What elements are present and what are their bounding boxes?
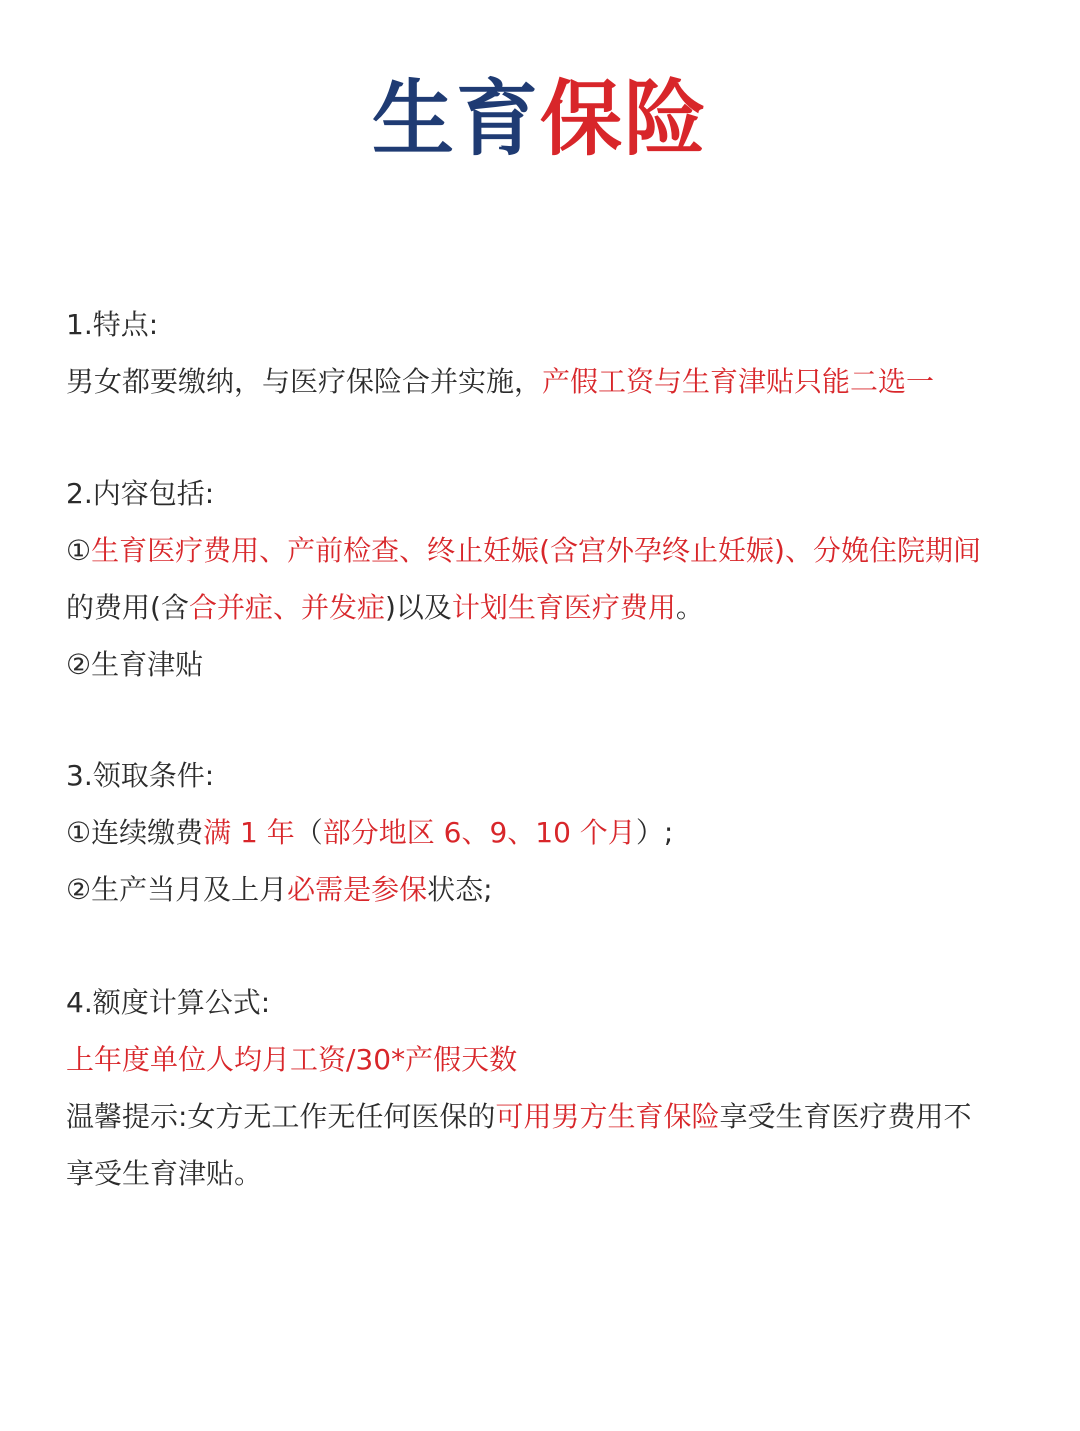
section-4-tip-line-2: 享受生育津贴。: [66, 1157, 263, 1190]
section-2-item-1-mark: ①: [66, 534, 92, 567]
page-title: [0, 70, 1080, 170]
section-2-cont-highlight-2: 计划生育医疗费用: [451, 591, 676, 624]
title-part-1: 生育: [371, 72, 540, 167]
section-1-text: [66, 362, 934, 402]
section-3-item-1-highlight-1: 满 1 年: [203, 816, 295, 849]
section-4-tip-normal-1: 温馨提示:女方无工作无任何医保的: [66, 1100, 496, 1133]
section-4-tip: [66, 1097, 971, 1137]
section-3-item-1-paren-close: ）;: [635, 816, 674, 849]
section-3-item-1-paren-open: （: [294, 816, 323, 849]
section-1-text-highlight: 产假工资与生育津贴只能二选一: [542, 365, 935, 398]
section-1-heading: 1.特点:: [66, 308, 159, 341]
section-3-item-1: [66, 813, 673, 853]
section-2-cont-normal-2: )以及: [384, 591, 452, 624]
section-2-item-1-continued: [66, 588, 704, 628]
section-2-cont-highlight-1: 合并症、并发症: [188, 591, 385, 624]
section-2-heading: 2.内容包括:: [66, 477, 215, 510]
section-3-item-2: [66, 870, 493, 910]
section-2-item-1-highlight: 生育医疗费用、产前检查、终止妊娠(含宫外孕终止妊娠)、分娩住院期间: [91, 534, 981, 567]
section-4-tip-highlight: 可用男方生育保险: [495, 1100, 720, 1133]
section-3-item-2-end: 状态;: [427, 873, 493, 906]
section-3-item-2-normal: ②生产当月及上月: [66, 873, 288, 906]
section-3-item-1-normal: ①连续缴费: [66, 816, 204, 849]
section-3-item-2-highlight: 必需是参保: [287, 873, 428, 906]
section-2-cont-normal-1: 的费用(含: [66, 591, 189, 624]
section-1-text-normal: 男女都要缴纳，与医疗保险合并实施，: [66, 365, 543, 398]
section-2-item-2: ②生育津贴: [66, 648, 204, 681]
section-2-cont-end: 。: [675, 591, 704, 624]
section-4-tip-normal-2: 享受生育医疗费用不: [719, 1100, 972, 1133]
section-4-heading: 4.额度计算公式:: [66, 986, 271, 1019]
section-2-item-1: [66, 531, 981, 571]
section-3-item-1-highlight-2: 部分地区 6、9、10 个月: [322, 816, 636, 849]
section-3-heading: 3.领取条件:: [66, 759, 215, 792]
section-4-formula: 上年度单位人均月工资/30*产假天数: [66, 1043, 518, 1076]
title-part-2: 保险: [540, 72, 709, 167]
